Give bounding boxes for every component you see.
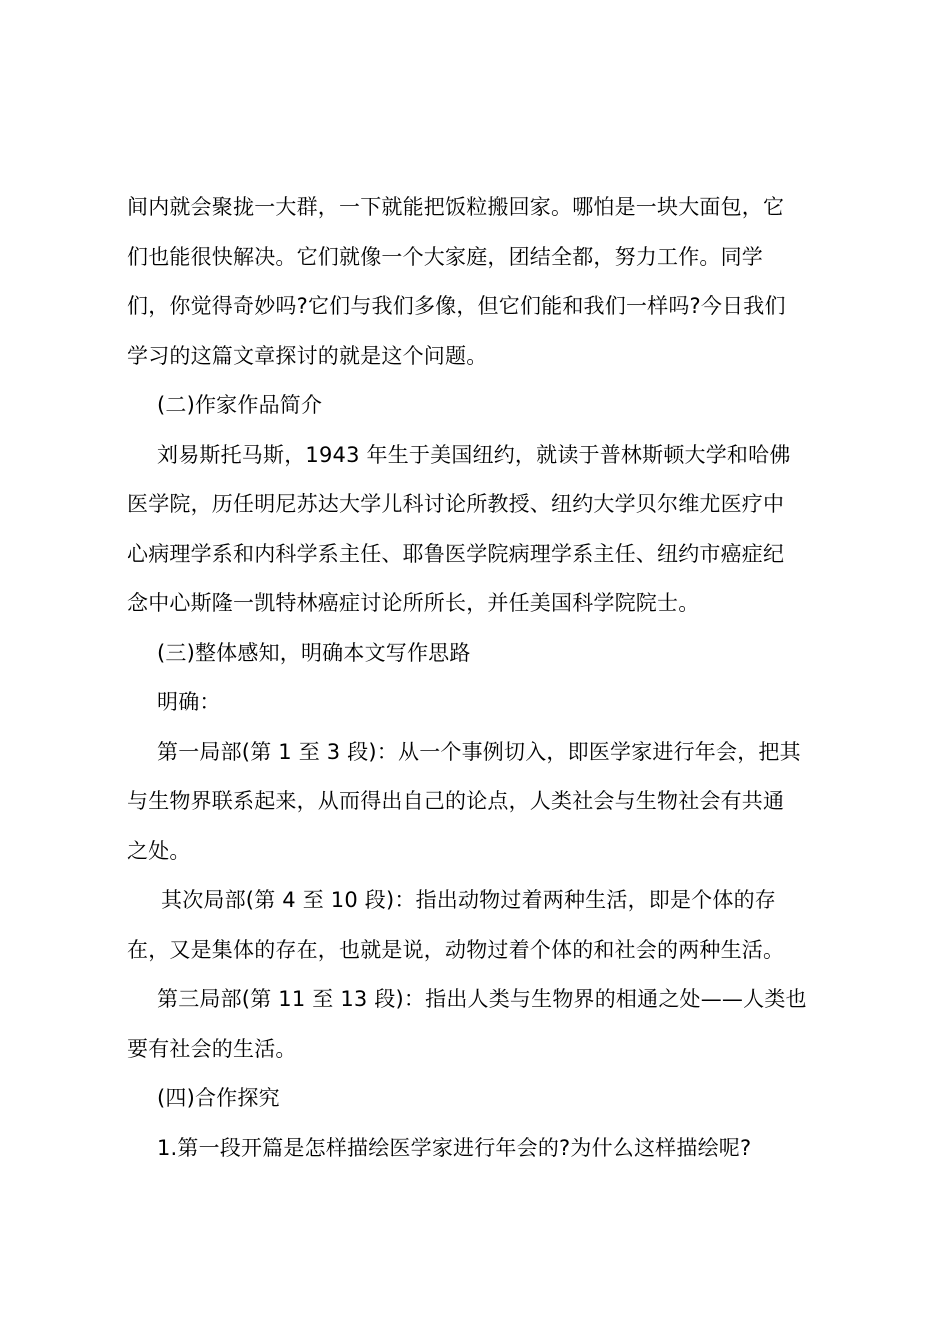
paragraph-line: 念中心斯隆一凯特林癌症讨论所所长，并任美国科学院院士。 <box>127 591 700 615</box>
section-heading: (二)作家作品简介 <box>157 393 323 417</box>
paragraph-line: 第三局部(第 11 至 13 段)：指出人类与生物界的相通之处——人类也 <box>157 987 807 1011</box>
section-heading: (四)合作探究 <box>157 1086 280 1110</box>
section-heading: (三)整体感知，明确本文写作思路 <box>157 640 471 665</box>
paragraph-line: 明确： <box>157 690 221 714</box>
paragraph-line: 与生物界联系起来，从而得出自己的论点，人类社会与生物社会有共通 <box>127 789 785 813</box>
paragraph-line: 们也能很快解决。它们就像一个大家庭，团结全都，努力工作。同学 <box>127 244 763 269</box>
paragraph-line: 学习的这篇文章探讨的就是这个问题。 <box>127 343 488 368</box>
paragraph-line: 在，又是集体的存在，也就是说，动物过着个体的和社会的两种生活。 <box>127 937 785 962</box>
paragraph-line: 们，你觉得奇妙吗?它们与我们多像，但它们能和我们一样吗?今日我们 <box>127 294 786 318</box>
paragraph-line: 其次局部(第 4 至 10 段)：指出动物过着两种生活，即是个体的存 <box>161 888 776 912</box>
paragraph-line: 刘易斯托马斯，1943 年生于美国纽约，就读于普林斯顿大学和哈佛 <box>157 442 791 467</box>
paragraph-line: 要有社会的生活。 <box>127 1036 297 1061</box>
paragraph-line: 医学院，历任明尼苏达大学儿科讨论所教授、纽约大学贝尔维尤医疗中 <box>127 492 785 516</box>
paragraph-line: 心病理学系和内科学系主任、耶鲁医学院病理学系主任、纽约市癌症纪 <box>127 541 785 566</box>
paragraph-line: 之处。 <box>127 838 191 863</box>
document-body <box>127 183 833 1173</box>
question-line: 1.第一段开篇是怎样描绘医学家进行年会的?为什么这样描绘呢? <box>157 1135 752 1160</box>
paragraph-line: 第一局部(第 1 至 3 段)：从一个事例切入，即医学家进行年会，把其 <box>157 739 801 764</box>
paragraph-line: 间内就会聚拢一大群，一下就能把饭粒搬回家。哪怕是一块大面包，它 <box>127 195 785 219</box>
